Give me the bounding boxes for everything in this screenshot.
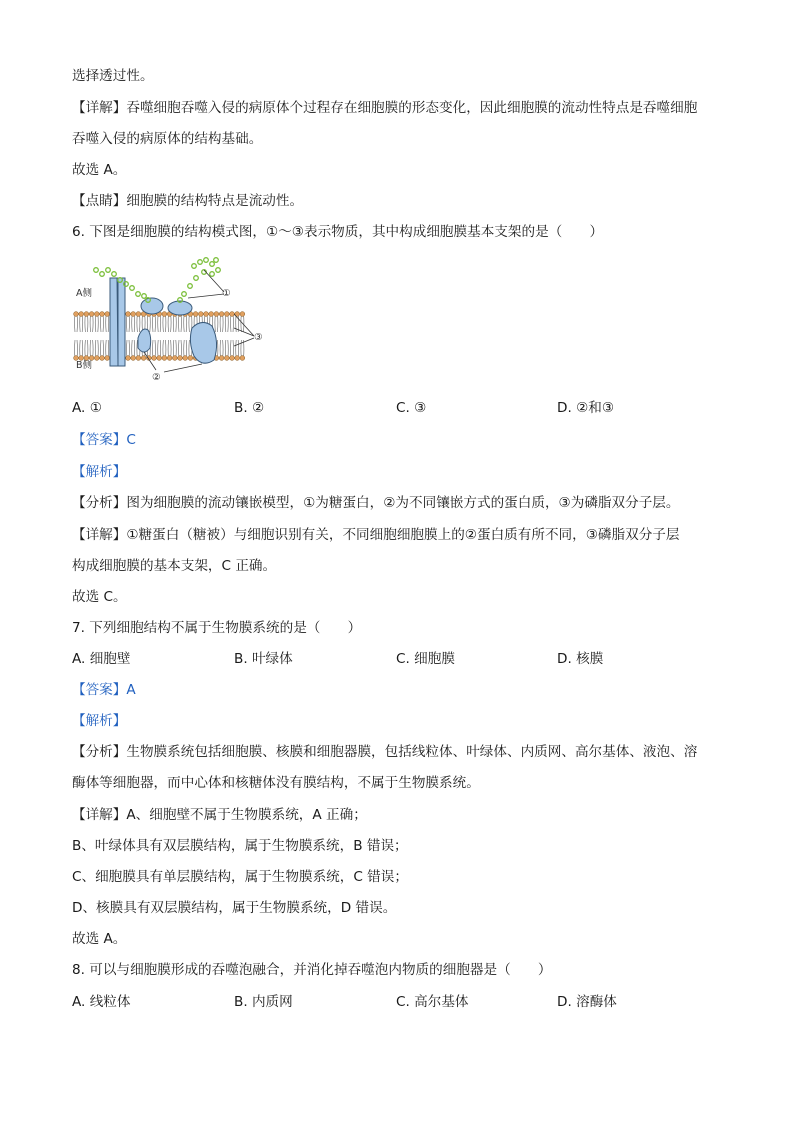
q8-option-a[interactable]: A. 线粒体	[72, 994, 131, 1010]
q7-analysis: 【分析】生物膜系统包括细胞膜、核膜和细胞器膜，包括线粒体、叶绿体、内质网、高尔基体、液泡、溶	[72, 744, 698, 760]
side-b-label: B侧	[76, 360, 93, 371]
protein-peripheral	[168, 301, 192, 315]
q7-conclusion: 故选 A。	[72, 931, 127, 947]
q6-option-b[interactable]: B. ②	[234, 400, 265, 416]
question-7-stem: 7. 下列细胞结构不属于生物膜系统的是（ ）	[72, 620, 362, 636]
question-8-stem: 8. 可以与细胞膜形成的吞噬泡融合，并消化掉吞噬泡内物质的细胞器是（ ）	[72, 962, 552, 978]
detail-line: 吞噬入侵的病原体的结构基础。	[72, 131, 263, 147]
q8-option-b[interactable]: B. 内质网	[234, 994, 293, 1010]
q6-option-d[interactable]: D. ②和③	[557, 400, 615, 416]
q7-option-c[interactable]: C. 细胞膜	[396, 651, 455, 667]
conclusion-line: 故选 A。	[72, 162, 127, 178]
q8-option-c[interactable]: C. 高尔基体	[396, 994, 469, 1010]
question-6-stem: 6. 下图是细胞膜的结构模式图，①～③表示物质，其中构成细胞膜基本支架的是（ ）	[72, 224, 604, 240]
q8-option-d[interactable]: D. 溶酶体	[557, 994, 617, 1010]
protein-channel	[118, 278, 125, 366]
tip-line: 【点睛】细胞膜的结构特点是流动性。	[72, 193, 304, 209]
protein-channel	[110, 278, 118, 366]
label-2: ②	[152, 372, 161, 383]
q7-analysis-heading: 【解析】	[72, 713, 127, 729]
side-a-label: A侧	[76, 288, 92, 299]
protein-embedded	[190, 322, 216, 363]
q7-analysis: 酶体等细胞器，而中心体和核糖体没有膜结构，不属于生物膜系统。	[72, 775, 480, 791]
q6-analysis: 【分析】图为细胞膜的流动镶嵌模型，①为糖蛋白，②为不同镶嵌方式的蛋白质，③为磷脂双分子层。	[72, 495, 680, 511]
protein-embedded	[138, 329, 151, 352]
phospholipid-bilayer	[74, 312, 245, 361]
text-line: 选择透过性。	[72, 68, 154, 84]
q6-analysis-heading: 【解析】	[72, 464, 127, 480]
q7-option-d[interactable]: D. 核膜	[557, 651, 604, 667]
q7-detail: D、核膜具有双层膜结构，属于生物膜系统，D 错误。	[72, 900, 397, 916]
q6-detail: 【详解】①糖蛋白（糖被）与细胞识别有关，不同细胞细胞膜上的②蛋白质有所不同，③磷脂双分子层	[72, 527, 680, 543]
q6-answer: 【答案】C	[72, 432, 136, 448]
q7-option-a[interactable]: A. 细胞壁	[72, 651, 131, 667]
q6-option-c[interactable]: C. ③	[396, 400, 427, 416]
q6-option-a[interactable]: A. ①	[72, 400, 102, 416]
label-1: ①	[222, 288, 231, 299]
q6-conclusion: 故选 C。	[72, 589, 127, 605]
q7-answer: 【答案】A	[72, 682, 136, 698]
protein-peripheral	[141, 298, 163, 314]
q7-detail: C、细胞膜具有单层膜结构，属于生物膜系统，C 错误；	[72, 869, 408, 885]
detail-line: 【详解】吞噬细胞吞噬入侵的病原体个过程存在细胞膜的形态变化，因此细胞膜的流动性特点是吞噬细胞	[72, 100, 698, 116]
q7-detail: B、叶绿体具有双层膜结构，属于生物膜系统，B 错误；	[72, 838, 408, 854]
q7-detail: 【详解】A、细胞壁不属于生物膜系统，A 正确；	[72, 807, 367, 823]
sugar-chain	[178, 258, 221, 303]
cell-membrane-diagram	[72, 256, 282, 386]
q6-detail: 构成细胞膜的基本支架，C 正确。	[72, 558, 277, 574]
q7-option-b[interactable]: B. 叶绿体	[234, 651, 293, 667]
label-3: ③	[254, 332, 263, 343]
